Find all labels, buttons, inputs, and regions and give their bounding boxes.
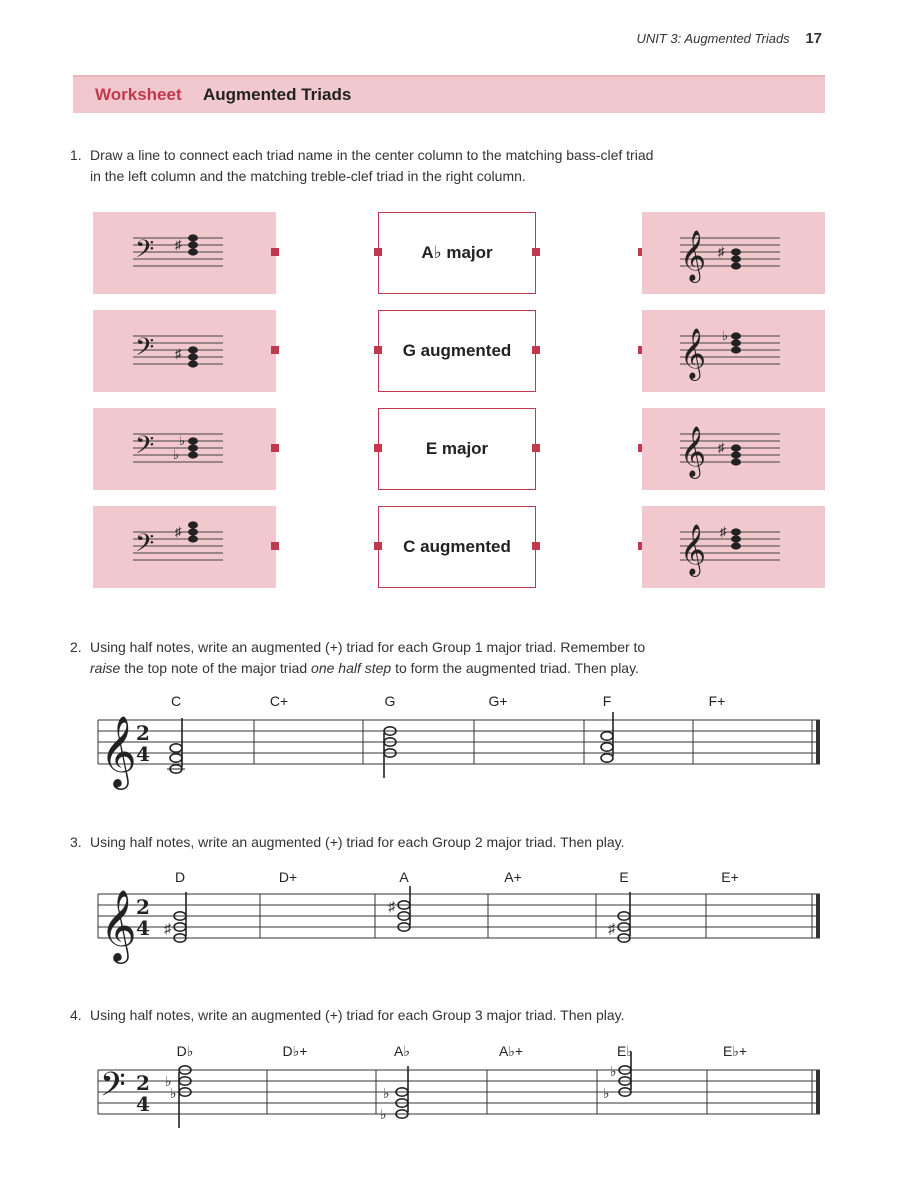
- svg-text:2: 2: [136, 721, 150, 745]
- svg-text:2: 2: [136, 895, 150, 919]
- chord-label: G+: [488, 693, 508, 709]
- chord-notes: [601, 712, 613, 762]
- q1-instructions: [70, 145, 653, 187]
- treble-clef-triad-figure: [642, 408, 825, 490]
- connector-dot[interactable]: [532, 444, 540, 452]
- triad-name: G augmented: [402, 341, 512, 360]
- q4-number: 4.: [70, 1007, 82, 1023]
- sharp-icon: ♯: [608, 920, 615, 936]
- chord-label: D: [174, 869, 186, 885]
- q3-text: Using half notes, write an augmented (+) triad for each Group 2 major triad. Then play.: [90, 834, 625, 850]
- triad-name: C augmented: [403, 537, 511, 556]
- svg-text:♯: ♯: [718, 440, 725, 455]
- bass-triad-box: [93, 212, 276, 294]
- treble-clef-icon: 𝄞: [100, 888, 137, 961]
- triad-name: E major: [425, 439, 489, 458]
- q1-number: 1.: [70, 147, 82, 163]
- banner-label: Worksheet: [95, 85, 182, 104]
- svg-text:2: 2: [136, 1071, 150, 1095]
- connector-dot[interactable]: [374, 346, 382, 354]
- flat-icon: ♭: [610, 1063, 617, 1079]
- q1-line2: in the left column and the matching treble-clef triad in the right column.: [90, 168, 526, 184]
- chord-notes: [618, 892, 630, 942]
- flat-icon: ♭: [170, 1085, 177, 1101]
- svg-text:♯: ♯: [720, 524, 727, 539]
- chord-notes: [396, 1066, 408, 1118]
- chord-notes: [398, 886, 410, 931]
- treble-triad-box: [642, 408, 825, 490]
- svg-text:𝄞: 𝄞: [680, 524, 707, 575]
- svg-text:𝄞: 𝄞: [680, 426, 707, 477]
- connector-dot[interactable]: [374, 444, 382, 452]
- chord-label: D♭: [176, 1043, 194, 1059]
- flat-icon: ♭: [165, 1073, 172, 1089]
- q2-line2b: the top note of the major triad: [120, 660, 312, 676]
- q2-instructions: [70, 637, 645, 679]
- q4-instructions: [70, 1005, 624, 1026]
- svg-text:♯: ♯: [718, 244, 725, 259]
- chord-label: C+: [269, 693, 289, 709]
- svg-text:4: 4: [136, 916, 150, 940]
- bass-triad-box: [93, 506, 276, 588]
- chord-label: C: [170, 693, 182, 709]
- chord-notes: [174, 892, 186, 942]
- sharp-icon: ♯: [388, 898, 395, 914]
- chord-label: F: [602, 693, 612, 709]
- connector-dot[interactable]: [532, 248, 540, 256]
- treble-clef-triad-figure: [642, 212, 825, 294]
- staff-4: [98, 1070, 820, 1114]
- unit-topic: Augmented Triads: [684, 31, 790, 46]
- flat-icon: ♭: [383, 1085, 390, 1101]
- q3-number: 3.: [70, 834, 82, 850]
- chord-label: G: [384, 693, 396, 709]
- treble-triad-box: [642, 506, 825, 588]
- chord-label: A♭+: [498, 1043, 524, 1059]
- connector-dot[interactable]: [271, 542, 279, 550]
- connector-dot[interactable]: [271, 346, 279, 354]
- svg-text:♭: ♭: [173, 447, 180, 462]
- time-signature: [136, 895, 150, 940]
- treble-clef-triad-figure: [642, 310, 825, 392]
- bass-triad-box: [93, 408, 276, 490]
- connector-dot[interactable]: [532, 346, 540, 354]
- q1-line1: Draw a line to connect each triad name in the center column to the matching bass-clef triad: [90, 147, 654, 163]
- bass-clef-triad-figure: [93, 310, 276, 392]
- treble-triad-box: [642, 212, 825, 294]
- banner-title: Augmented Triads: [203, 85, 352, 104]
- triad-name-box: [378, 506, 536, 588]
- chord-label: A♭: [394, 1043, 410, 1059]
- flat-icon: ♭: [380, 1106, 387, 1122]
- treble-clef-icon: 𝄞: [100, 714, 137, 787]
- chord-notes: [619, 1052, 631, 1096]
- chord-label: F+: [708, 693, 726, 709]
- triad-name: A♭ major: [421, 243, 493, 262]
- chord-label: A+: [504, 869, 522, 885]
- connector-dot[interactable]: [374, 542, 382, 550]
- staff-3: [98, 894, 820, 938]
- chord-label: D+: [278, 869, 298, 885]
- svg-text:𝄢: 𝄢: [135, 529, 155, 564]
- q4-text: Using half notes, write an augmented (+) triad for each Group 3 major triad. Then play.: [90, 1007, 625, 1023]
- q2-line2d: to form the augmented triad. Then play.: [391, 660, 639, 676]
- chord-label: E♭: [617, 1043, 633, 1059]
- chord-label: D♭+: [282, 1043, 308, 1059]
- svg-text:𝄢: 𝄢: [135, 235, 155, 270]
- connector-dot[interactable]: [374, 248, 382, 256]
- bass-clef-icon: 𝄢: [100, 1066, 126, 1112]
- treble-triad-box: [642, 310, 825, 392]
- svg-text:♯: ♯: [175, 237, 182, 252]
- unit-label: UNIT 3:: [636, 31, 682, 46]
- bass-clef-triad-figure: [93, 212, 276, 294]
- connector-dot[interactable]: [271, 444, 279, 452]
- page-number: 17: [805, 30, 822, 47]
- q2-half-step: one half step: [311, 660, 392, 676]
- time-signature: [136, 721, 150, 766]
- triad-name-box: [378, 408, 536, 490]
- svg-text:4: 4: [136, 1092, 150, 1116]
- bass-clef-triad-figure: [93, 506, 276, 588]
- flat-icon: ♭: [603, 1085, 610, 1101]
- connector-dot[interactable]: [532, 542, 540, 550]
- svg-text:𝄢: 𝄢: [135, 431, 155, 466]
- chord-label: E+: [721, 869, 739, 885]
- sharp-icon: ♯: [164, 920, 171, 936]
- triad-name-box: [378, 212, 536, 294]
- chord-notes: [179, 1066, 191, 1128]
- chord-label: A: [399, 869, 409, 885]
- svg-text:𝄞: 𝄞: [680, 328, 707, 379]
- q3-instructions: [70, 832, 624, 853]
- svg-text:𝄞: 𝄞: [680, 230, 707, 281]
- worksheet-banner: [73, 75, 825, 113]
- connector-dot[interactable]: [271, 248, 279, 256]
- time-signature: [136, 1071, 150, 1116]
- svg-text:4: 4: [136, 742, 150, 766]
- q2-number: 2.: [70, 639, 82, 655]
- svg-text:♯: ♯: [175, 524, 182, 539]
- triad-name-box: [378, 310, 536, 392]
- bass-triad-box: [93, 310, 276, 392]
- treble-clef-triad-figure: [642, 506, 825, 588]
- bass-clef-triad-figure: [93, 408, 276, 490]
- chord-notes: [167, 718, 185, 773]
- chord-label: E♭+: [722, 1043, 748, 1059]
- staff-2: [98, 720, 820, 764]
- q2-raise: raise: [90, 660, 121, 676]
- svg-text:♯: ♯: [175, 346, 182, 361]
- svg-text:𝄢: 𝄢: [135, 333, 155, 368]
- q2-line1: Using half notes, write an augmented (+) triad for each Group 1 major triad. Remember to: [90, 639, 646, 655]
- running-header: [636, 30, 822, 47]
- chord-notes: [384, 727, 396, 778]
- svg-text:♭: ♭: [179, 433, 186, 448]
- svg-text:♭: ♭: [722, 328, 729, 343]
- chord-label: E: [619, 869, 629, 885]
